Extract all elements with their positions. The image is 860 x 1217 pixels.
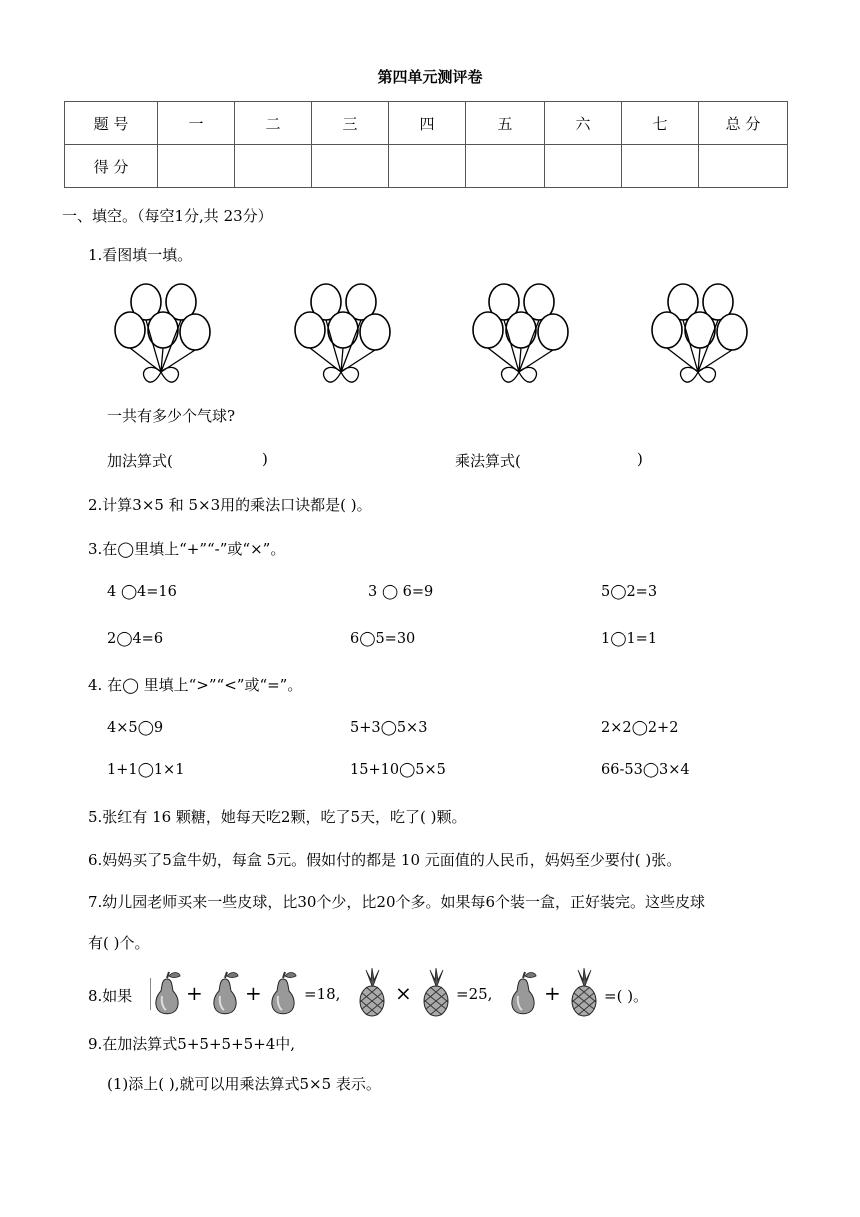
question-3: 3.在◯里填上“+”“-”或“×”。 [88,540,286,558]
balloon-bunch-icon [286,280,396,390]
q3-item: 6◯5=30 [350,631,416,647]
pear-icon [508,970,538,1016]
score-header-cell: 二 [235,102,312,145]
balloon-bunch-icon [643,280,753,390]
q4-item: 66-53◯3×4 [601,762,690,778]
pear-icon [210,970,240,1016]
divider [150,978,151,1010]
q4-item: 4×5◯9 [107,720,164,736]
q4-item: 2×2◯2+2 [601,720,679,736]
q8-answer: =( )。 [604,987,649,1005]
q4-item: 1+1◯1×1 [107,762,185,778]
question-9-sub1: (1)添上( ),就可以用乘法算式5×5 表示。 [107,1075,381,1093]
balloon-bunch-icon [464,280,574,390]
question-7-line1: 7.幼儿园老师买来一些皮球，比30个少，比20个多。如果每6个装一盒，正好装完。这些皮球 [88,893,706,911]
score-value-row [65,145,788,188]
score-row-label: 得 分 [65,145,158,188]
pear-icon [268,970,298,1016]
times-sign: × [395,981,412,1005]
q1-mul-answer-blank[interactable] [533,446,635,470]
q1-add-answer-blank[interactable] [185,446,261,470]
question-2: 2.计算3×5 和 5×3用的乘法口诀都是( )。 [88,496,372,514]
pineapple-icon [356,968,388,1018]
question-4: 4. 在◯ 里填上“>”“<”或“=”。 [88,676,303,694]
score-cell[interactable] [545,145,622,188]
score-header-row [65,102,788,145]
score-header-cell: 总 分 [699,102,788,145]
pear-icon [152,970,182,1016]
balloon-bunch-icon [106,280,216,390]
pineapple-icon [568,968,600,1018]
score-cell[interactable] [235,145,312,188]
question-5: 5.张红有 16 颗糖，她每天吃2颗，吃了5天，吃了( )颗。 [88,808,467,826]
question-1: 1.看图填一填。 [88,246,193,264]
score-cell[interactable] [312,145,389,188]
q3-item: 5◯2=3 [601,584,658,600]
score-cell[interactable] [699,145,788,188]
score-cell[interactable] [389,145,466,188]
plus-sign: + [544,981,561,1005]
question-9: 9.在加法算式5+5+5+5+4中, [88,1035,296,1053]
q1-add-label: 加法算式( [107,452,173,470]
q1-mul-close: ) [637,450,643,468]
score-header-cell: 六 [545,102,622,145]
q3-item: 2◯4=6 [107,631,164,647]
score-header-cell: 三 [312,102,389,145]
equals-25: =25, [456,985,493,1003]
score-header-cell: 题 号 [65,102,158,145]
q3-item: 3 ◯ 6=9 [368,584,434,600]
plus-sign: + [186,981,203,1005]
equals-18: =18, [304,985,341,1003]
q1-add-close: ) [262,450,268,468]
q1-mul-label: 乘法算式( [455,452,521,470]
score-header-cell: 五 [466,102,545,145]
plus-sign: + [245,981,262,1005]
score-header-cell: 四 [389,102,466,145]
q3-item: 4 ◯4=16 [107,584,177,600]
question-7-line2: 有( )个。 [88,934,150,952]
q3-item: 1◯1=1 [601,631,658,647]
pineapple-icon [420,968,452,1018]
score-header-cell: 七 [622,102,699,145]
score-cell[interactable] [622,145,699,188]
q4-item: 5+3◯5×3 [350,720,428,736]
section-heading: 一、填空。（每空1分,共 23分） [62,207,273,225]
q1-ask: 一共有多少个气球? [107,407,236,425]
page-title: 第四单元测评卷 [377,68,483,86]
q4-item: 15+10◯5×5 [350,762,446,778]
score-header-cell: 一 [158,102,235,145]
score-cell[interactable] [466,145,545,188]
score-table [64,101,788,188]
question-6: 6.妈妈买了5盒牛奶，每盒 5元。假如付的都是 10 元面值的人民币，妈妈至少要付( )张。 [88,851,682,869]
question-8-prefix: 8.如果 [88,987,133,1005]
score-cell[interactable] [158,145,235,188]
